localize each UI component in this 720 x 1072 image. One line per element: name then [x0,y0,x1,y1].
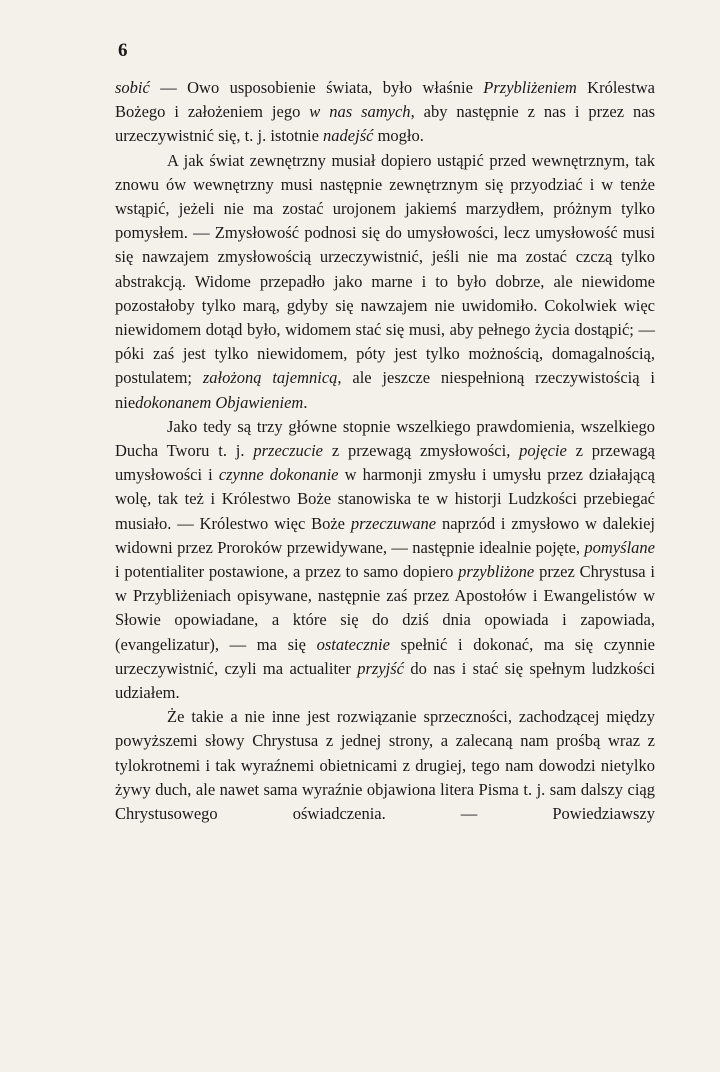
italic-text: czynne dokonanie [218,465,339,485]
italic-text: pomyślane [584,537,655,557]
text-run: mogło. [373,126,424,146]
text-run: Jako tedy są trzy główne stopnie wszelkiego prawdomienia, wszelkiego Ducha Tworu t. j. [115,416,655,461]
italic-text: sobić [115,78,150,97]
italic-text: przyjść [357,658,405,678]
text-run: — Owo usposobienie świata, było właśnie [149,78,484,97]
italic-text: przybliżone [458,562,535,582]
italic-text: ostatecznie [316,634,390,654]
text-run: w harmonji zmysłu i umysłu przez działającą wolę, tak też i Królestwo Boże stanowiska te w historji Ludzkości przebiegać musiało. — Królestwo więc Boże [115,465,656,533]
italic-text: dokonanem Objawieniem [135,392,304,412]
italic-text: Przybliżeniem [483,78,577,97]
italic-text: założoną tajemnicą [202,368,338,388]
text-run: naprzód i zmysłowo w dalekiej widowni przez Proroków przewidywane, — następnie idealnie pojęte, [115,513,655,557]
text-run: , ale jeszcze niespełnioną rzeczywistością i nie [115,368,655,412]
italic-text: przeczucie [253,441,324,461]
text-run: , aby następnie z nas i przez nas urzeczywistnić się, t. j. istotnie [115,102,655,146]
italic-text: pojęcie [519,441,567,461]
paragraph [115,415,655,705]
text-run: przez Chrystusa i w Przybliżeniach opisywane, następnie zaś przez Apostołów i Ewangelistów w Słowie opowiadane, a które się do dziś dnia opowiada i zapowiada, (evangelizatur), — ma się [115,562,655,654]
text-run: z przewagą zmysłowości, [323,441,520,461]
text-run: spełnić i dokonać, ma się czynnie urzeczywistnić, czyli ma actualiter [115,634,655,678]
text-run: Królestwa Bożego i założeniem jego [115,78,655,122]
text-run: . [303,392,308,412]
italic-text: przeczuwane [350,513,437,533]
text-run: A jak świat zewnętrzny musiał dopiero ustąpić przed wewnętrznym, tak znowu ów wewnętrzny musi następnie zewnętrznym się przyodziać i w tenże wstąpić, jeżeli nie ma zostać urojonem jakiemś marzydłem, próżnym tylko pomysłem. — Zmysłowość podnosi się do umysłowości, lecz umysłowość musi się nawzajem zmysłowością urzeczywistnić, jeśli nie ma zostać czczą tylko abstrakcją. Widome przepadło jako marne i to było dobrze, ale niewidome pozostałoby tylko marą, gdyby się nawzajem nie uwidomiło. Cokolwiek więc niewidomem dotąd było, widomem stać się musi, aby pełnego życia dostąpić; — póki zaś jest tylko niewidomem, póty jest tylko możnością, domagalnością, postulatem; [115,150,655,388]
paragraph [115,705,655,826]
paragraph [115,149,655,415]
italic-text: nadejść [323,126,374,146]
body-text [115,76,655,826]
text-run: Że takie a nie inne jest rozwiązanie sprzeczności, zachodzącej między powyższemi słowy Chrystusa z jednej strony, a zalecaną nam prośbą wraz z tylokrotnemi i tak wyraźnemi obietnicami z drugiej, tego nam dowodzi nietylko żywy duch, ale nawet sama wyraźnie objawiona litera Pisma t. j. sam dalszy ciąg Chrystusowego oświadczenia. — Powiedziawszy [115,707,655,824]
paragraph [115,76,655,149]
italic-text: w nas samych [309,102,411,122]
text-run: z przewagą umysłowości i [115,441,656,485]
page-number: 6 [118,40,128,61]
text-run: do nas i stać się spełnym ludzkości udziałem. [115,658,655,703]
text-run: i potentialiter postawione, a przez to samo dopiero [115,562,459,582]
